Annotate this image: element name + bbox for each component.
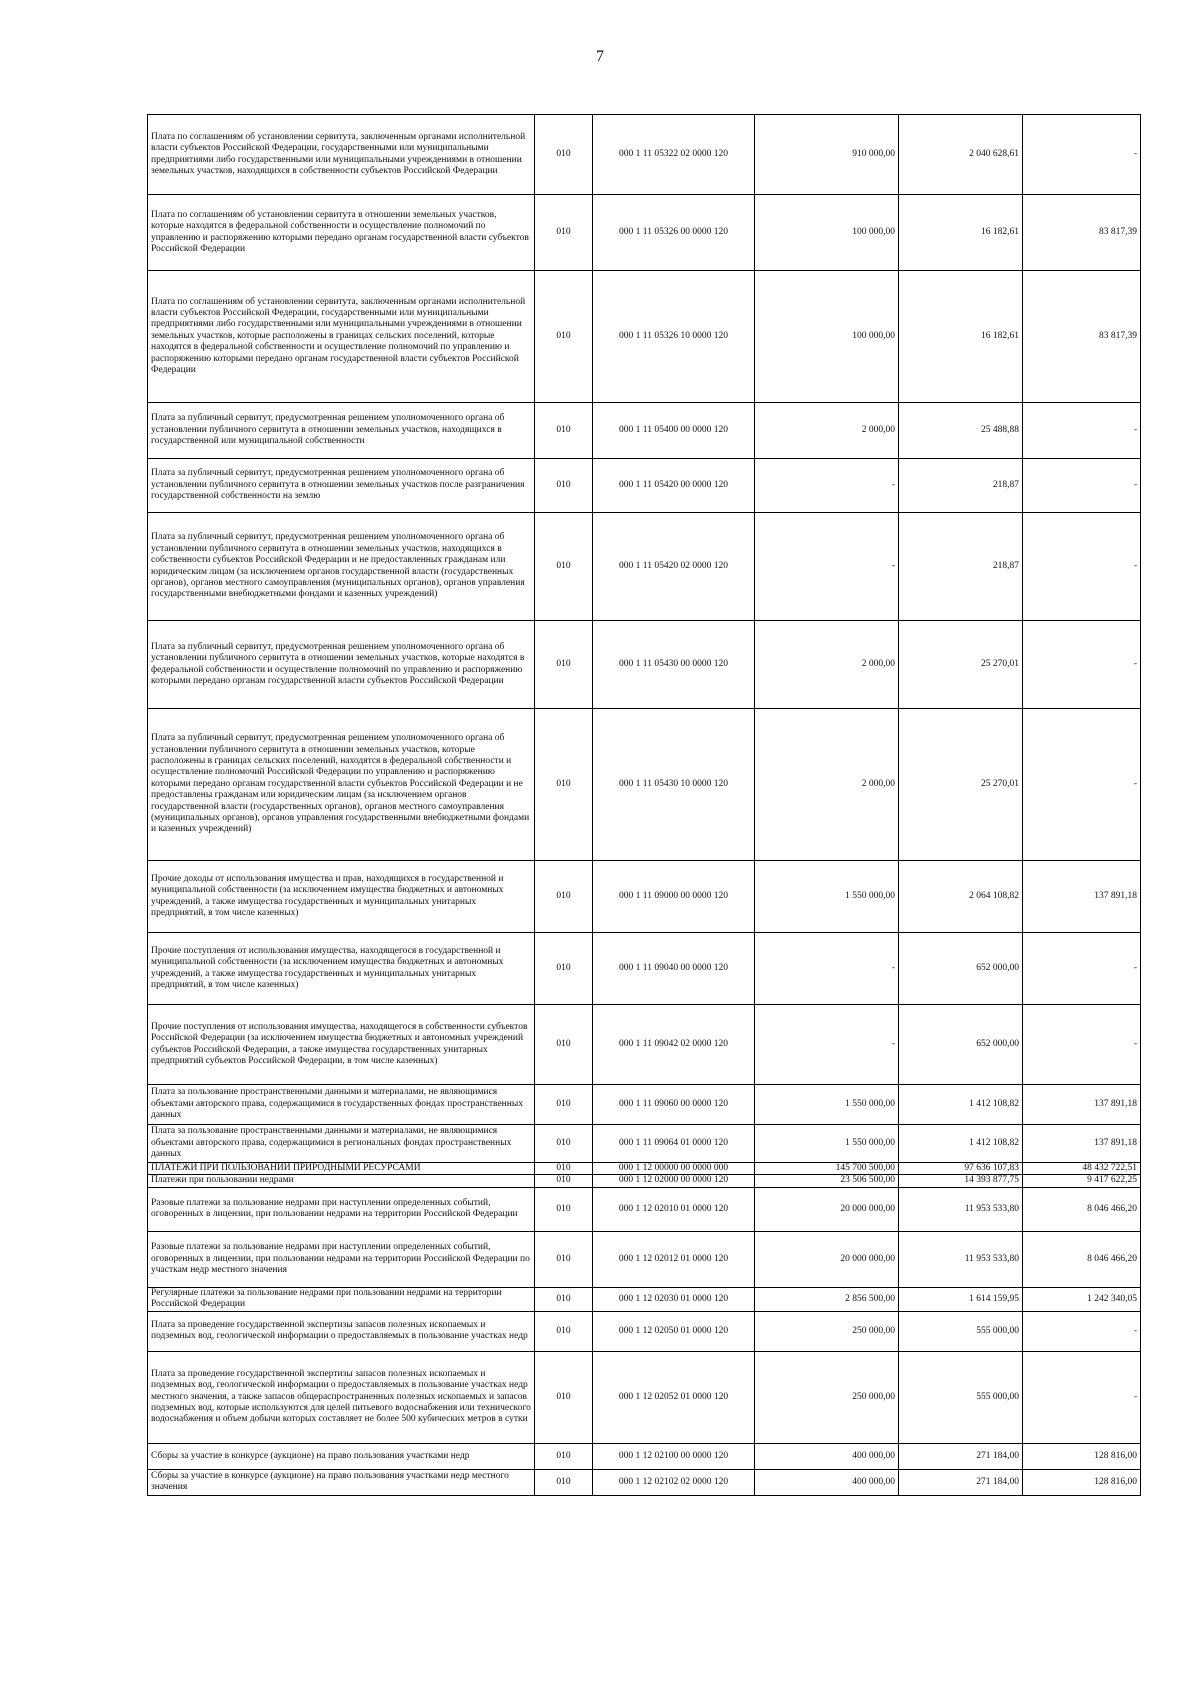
row-budget-code: 000 1 11 09064 01 0000 120 <box>593 1125 755 1163</box>
row-budget-code: 000 1 11 09000 00 0000 120 <box>593 861 755 933</box>
row-budget-code: 000 1 11 05420 00 0000 120 <box>593 459 755 513</box>
row-name: Регулярные платежи за пользование недрами при пользовании недрами на территории Российской Федерации <box>148 1287 535 1311</box>
row-budget-code: 000 1 12 02052 01 0000 120 <box>593 1351 755 1443</box>
table-row <box>148 1187 1141 1231</box>
row-line-code: 010 <box>535 621 593 709</box>
row-approved: 2 000,00 <box>755 621 899 709</box>
row-approved: 910 000,00 <box>755 115 899 195</box>
row-budget-code: 000 1 11 05430 10 0000 120 <box>593 709 755 861</box>
row-name: Плата за публичный сервитут, предусмотренная решением уполномоченного органа об установлении публичного сервитута в отношении земельных участков, находящихся в государственной или муниципальной собственности <box>148 403 535 459</box>
row-unexecuted: - <box>1023 621 1141 709</box>
row-name: Плата за проведение государственной экспертизы запасов полезных ископаемых и подземных вод, геологической информации о предоставляемых в пользование участках недр местного значения, а также запасов общераспространенных полезных ископаемых и запасов подземных вод, которые используются для целей питьевого водоснабжения или технического водоснабжения и объем добычи которых составляет не более 500 кубических метров в сутки <box>148 1351 535 1443</box>
row-budget-code: 000 1 12 02012 01 0000 120 <box>593 1231 755 1287</box>
row-approved: 20 000 000,00 <box>755 1187 899 1231</box>
row-executed: 1 614 159,95 <box>899 1287 1023 1311</box>
row-approved: 2 000,00 <box>755 403 899 459</box>
row-unexecuted: - <box>1023 933 1141 1005</box>
row-unexecuted: - <box>1023 459 1141 513</box>
row-budget-code: 000 1 12 02000 00 0000 120 <box>593 1175 755 1187</box>
row-name: Прочие доходы от использования имущества и прав, находящихся в государственной и муниципальной собственности (за исключением имущества бюджетных и автономных учреждений, а также имущества государственных и муниципальных унитарных предприятий, в том числе казенных) <box>148 861 535 933</box>
row-name: Прочие поступления от использования имущества, находящегося в собственности субъектов Российской Федерации (за исключением имущества бюджетных и автономных учреждений субъектов Российской Федерации, а также имущества государственных унитарных предприятий субъектов Российской Федерации, в том числе казенных) <box>148 1005 535 1085</box>
row-line-code: 010 <box>535 1163 593 1175</box>
row-unexecuted: 1 242 340,05 <box>1023 1287 1141 1311</box>
row-unexecuted: 83 817,39 <box>1023 271 1141 403</box>
row-executed: 2 040 628,61 <box>899 115 1023 195</box>
row-executed: 271 184,00 <box>899 1469 1023 1495</box>
row-executed: 14 393 877,75 <box>899 1175 1023 1187</box>
row-budget-code: 000 1 11 05420 02 0000 120 <box>593 513 755 621</box>
table-row <box>148 1125 1141 1163</box>
row-line-code: 010 <box>535 1311 593 1351</box>
row-name: Плата за публичный сервитут, предусмотренная решением уполномоченного органа об установлении публичного сервитута в отношении земельных участков, которые находятся в федеральной собственности и осуществление полномочий по управлению и распоряжению которыми передано органам государственной власти субъектов Российской Федерации <box>148 621 535 709</box>
row-unexecuted: 8 046 466,20 <box>1023 1231 1141 1287</box>
row-name: Плата за публичный сервитут, предусмотренная решением уполномоченного органа об установлении публичного сервитута в отношении земельных участков, которые расположены в границах сельских поселений, находятся в федеральной собственности и осуществление полномочий Российской Федерации по управлению и распоряжению которыми передано органам государственной власти субъектов Российской Федерации и не предоставлены гражданам или юридическим лицам (за исключением органов государственной власти (государственных органов), органов местного самоуправления (муниципальных органов), органов управления государственными внебюджетными фондами и казенных учреждений) <box>148 709 535 861</box>
row-approved: 100 000,00 <box>755 195 899 271</box>
row-approved: 100 000,00 <box>755 271 899 403</box>
row-line-code: 010 <box>535 1125 593 1163</box>
row-approved: 250 000,00 <box>755 1351 899 1443</box>
row-approved: 2 856 500,00 <box>755 1287 899 1311</box>
row-budget-code: 000 1 12 00000 00 0000 000 <box>593 1163 755 1175</box>
row-approved: - <box>755 933 899 1005</box>
row-line-code: 010 <box>535 1005 593 1085</box>
table-row <box>148 1163 1141 1175</box>
row-budget-code: 000 1 12 02050 01 0000 120 <box>593 1311 755 1351</box>
row-budget-code: 000 1 11 05400 00 0000 120 <box>593 403 755 459</box>
row-executed: 555 000,00 <box>899 1311 1023 1351</box>
row-budget-code: 000 1 11 09040 00 0000 120 <box>593 933 755 1005</box>
row-name: Плата за пользование пространственными данными и материалами, не являющимися объектами авторского права, содержащимися в государственных фондах пространственных данных <box>148 1085 535 1125</box>
table-row <box>148 1351 1141 1443</box>
row-budget-code: 000 1 12 02102 02 0000 120 <box>593 1469 755 1495</box>
row-budget-code: 000 1 12 02100 00 0000 120 <box>593 1443 755 1469</box>
row-approved: - <box>755 513 899 621</box>
row-line-code: 010 <box>535 115 593 195</box>
row-executed: 16 182,61 <box>899 195 1023 271</box>
table-row <box>148 195 1141 271</box>
row-approved: 1 550 000,00 <box>755 1125 899 1163</box>
row-unexecuted: 128 816,00 <box>1023 1469 1141 1495</box>
row-approved: 400 000,00 <box>755 1443 899 1469</box>
row-unexecuted: 8 046 466,20 <box>1023 1187 1141 1231</box>
row-line-code: 010 <box>535 1443 593 1469</box>
row-approved: 1 550 000,00 <box>755 861 899 933</box>
row-unexecuted: - <box>1023 1351 1141 1443</box>
row-approved: - <box>755 459 899 513</box>
row-name: Плата за публичный сервитут, предусмотренная решением уполномоченного органа об установлении публичного сервитута в отношении земельных участков после разграничения государственной собственности на землю <box>148 459 535 513</box>
table-row <box>148 513 1141 621</box>
row-name: Плата по соглашениям об установлении сервитута в отношении земельных участков, которые находятся в федеральной собственности и осуществление полномочий по управлению и распоряжению которыми передано органам государственной власти субъектов Российской Федерации <box>148 195 535 271</box>
row-budget-code: 000 1 11 05322 02 0000 120 <box>593 115 755 195</box>
row-unexecuted: - <box>1023 709 1141 861</box>
row-executed: 555 000,00 <box>899 1351 1023 1443</box>
table-row <box>148 1231 1141 1287</box>
row-line-code: 010 <box>535 271 593 403</box>
row-budget-code: 000 1 12 02010 01 0000 120 <box>593 1187 755 1231</box>
row-approved: 2 000,00 <box>755 709 899 861</box>
row-name: Сборы за участие в конкурсе (аукционе) на право пользования участками недр <box>148 1443 535 1469</box>
row-line-code: 010 <box>535 709 593 861</box>
row-line-code: 010 <box>535 195 593 271</box>
row-name: ПЛАТЕЖИ ПРИ ПОЛЬЗОВАНИИ ПРИРОДНЫМИ РЕСУРСАМИ <box>148 1163 535 1175</box>
row-executed: 271 184,00 <box>899 1443 1023 1469</box>
row-name: Разовые платежи за пользование недрами при наступлении определенных событий, оговоренных в лицензии, при пользовании недрами на территории Российской Федерации <box>148 1187 535 1231</box>
row-unexecuted: 128 816,00 <box>1023 1443 1141 1469</box>
row-approved: 250 000,00 <box>755 1311 899 1351</box>
table-row <box>148 709 1141 861</box>
row-line-code: 010 <box>535 1287 593 1311</box>
row-name: Разовые платежи за пользование недрами при наступлении определенных событий, оговоренных в лицензии, при пользовании недрами на территории Российской Федерации по участкам недр местного значения <box>148 1231 535 1287</box>
row-unexecuted: - <box>1023 513 1141 621</box>
row-name: Прочие поступления от использования имущества, находящегося в государственной и муниципальной собственности (за исключением имущества бюджетных и автономных учреждений, а также имущества государственных и муниципальных унитарных предприятий, в том числе казенных) <box>148 933 535 1005</box>
table-row <box>148 621 1141 709</box>
row-executed: 652 000,00 <box>899 1005 1023 1085</box>
row-executed: 218,87 <box>899 513 1023 621</box>
row-line-code: 010 <box>535 1085 593 1125</box>
row-executed: 16 182,61 <box>899 271 1023 403</box>
row-executed: 218,87 <box>899 459 1023 513</box>
row-line-code: 010 <box>535 933 593 1005</box>
row-name: Плата за проведение государственной экспертизы запасов полезных ископаемых и подземных вод, геологической информации о предоставляемых в пользование участках недр <box>148 1311 535 1351</box>
table-row <box>148 1287 1141 1311</box>
table-row <box>148 1443 1141 1469</box>
row-line-code: 010 <box>535 1175 593 1187</box>
row-name: Сборы за участие в конкурсе (аукционе) на право пользования участками недр местного значения <box>148 1469 535 1495</box>
row-name: Плата за пользование пространственными данными и материалами, не являющимися объектами авторского права, содержащимися в региональных фондах пространственных данных <box>148 1125 535 1163</box>
row-unexecuted: 83 817,39 <box>1023 195 1141 271</box>
table-row <box>148 115 1141 195</box>
row-line-code: 010 <box>535 459 593 513</box>
table-row <box>148 1311 1141 1351</box>
row-executed: 97 636 107,83 <box>899 1163 1023 1175</box>
row-line-code: 010 <box>535 1469 593 1495</box>
row-line-code: 010 <box>535 513 593 621</box>
row-line-code: 010 <box>535 861 593 933</box>
row-approved: - <box>755 1005 899 1085</box>
row-approved: 145 700 500,00 <box>755 1163 899 1175</box>
row-executed: 1 412 108,82 <box>899 1085 1023 1125</box>
row-line-code: 010 <box>535 1351 593 1443</box>
row-unexecuted: 137 891,18 <box>1023 861 1141 933</box>
row-budget-code: 000 1 11 05430 00 0000 120 <box>593 621 755 709</box>
row-line-code: 010 <box>535 1231 593 1287</box>
row-budget-code: 000 1 11 05326 00 0000 120 <box>593 195 755 271</box>
table-row <box>148 271 1141 403</box>
row-unexecuted: - <box>1023 1311 1141 1351</box>
row-executed: 652 000,00 <box>899 933 1023 1005</box>
row-budget-code: 000 1 12 02030 01 0000 120 <box>593 1287 755 1311</box>
page-number: 7 <box>596 48 604 65</box>
row-line-code: 010 <box>535 403 593 459</box>
row-name: Платежи при пользовании недрами <box>148 1175 535 1187</box>
table-row <box>148 1005 1141 1085</box>
row-budget-code: 000 1 11 09060 00 0000 120 <box>593 1085 755 1125</box>
row-unexecuted: 9 417 622,25 <box>1023 1175 1141 1187</box>
row-unexecuted: 137 891,18 <box>1023 1085 1141 1125</box>
row-approved: 1 550 000,00 <box>755 1085 899 1125</box>
row-name: Плата по соглашениям об установлении сервитута, заключенным органами исполнительной власти субъектов Российской Федерации, государственными или муниципальными предприятиями либо государственными или муниципальными учреждениями в отношении земельных участков, которые расположены в границах сельских поселений, которые находятся в федеральной собственности и осуществление полномочий по управлению и распоряжению которыми передано органам государственной власти субъектов Российской Федерации <box>148 271 535 403</box>
row-executed: 11 953 533,80 <box>899 1187 1023 1231</box>
row-unexecuted: - <box>1023 403 1141 459</box>
row-executed: 1 412 108,82 <box>899 1125 1023 1163</box>
table-row <box>148 933 1141 1005</box>
row-line-code: 010 <box>535 1187 593 1231</box>
row-executed: 11 953 533,80 <box>899 1231 1023 1287</box>
row-unexecuted: - <box>1023 115 1141 195</box>
revenue-table <box>147 114 1141 1496</box>
row-executed: 25 270,01 <box>899 621 1023 709</box>
table-row <box>148 1085 1141 1125</box>
row-budget-code: 000 1 11 09042 02 0000 120 <box>593 1005 755 1085</box>
table-row <box>148 861 1141 933</box>
row-executed: 2 064 108,82 <box>899 861 1023 933</box>
row-name: Плата за публичный сервитут, предусмотренная решением уполномоченного органа об установлении публичного сервитута в отношении земельных участков, находящихся в собственности субъектов Российской Федерации и не предоставленных гражданам или юридическим лицам (за исключением органов государственной власти (государственных органов), органов местного самоуправления (муниципальных органов), органов управления государственными внебюджетными фондами и казенных учреждений) <box>148 513 535 621</box>
table-row <box>148 1469 1141 1495</box>
row-approved: 400 000,00 <box>755 1469 899 1495</box>
row-executed: 25 488,88 <box>899 403 1023 459</box>
row-approved: 20 000 000,00 <box>755 1231 899 1287</box>
row-executed: 25 270,01 <box>899 709 1023 861</box>
row-unexecuted: - <box>1023 1005 1141 1085</box>
row-unexecuted: 48 432 722,51 <box>1023 1163 1141 1175</box>
table-row <box>148 1175 1141 1187</box>
table-row <box>148 459 1141 513</box>
row-unexecuted: 137 891,18 <box>1023 1125 1141 1163</box>
row-budget-code: 000 1 11 05326 10 0000 120 <box>593 271 755 403</box>
table-row <box>148 403 1141 459</box>
row-name: Плата по соглашениям об установлении сервитута, заключенным органами исполнительной власти субъектов Российской Федерации, государственными или муниципальными предприятиями либо государственными или муниципальными учреждениями в отношении земельных участков, находящихся в собственности субъектов Российской Федерации <box>148 115 535 195</box>
row-approved: 23 506 500,00 <box>755 1175 899 1187</box>
